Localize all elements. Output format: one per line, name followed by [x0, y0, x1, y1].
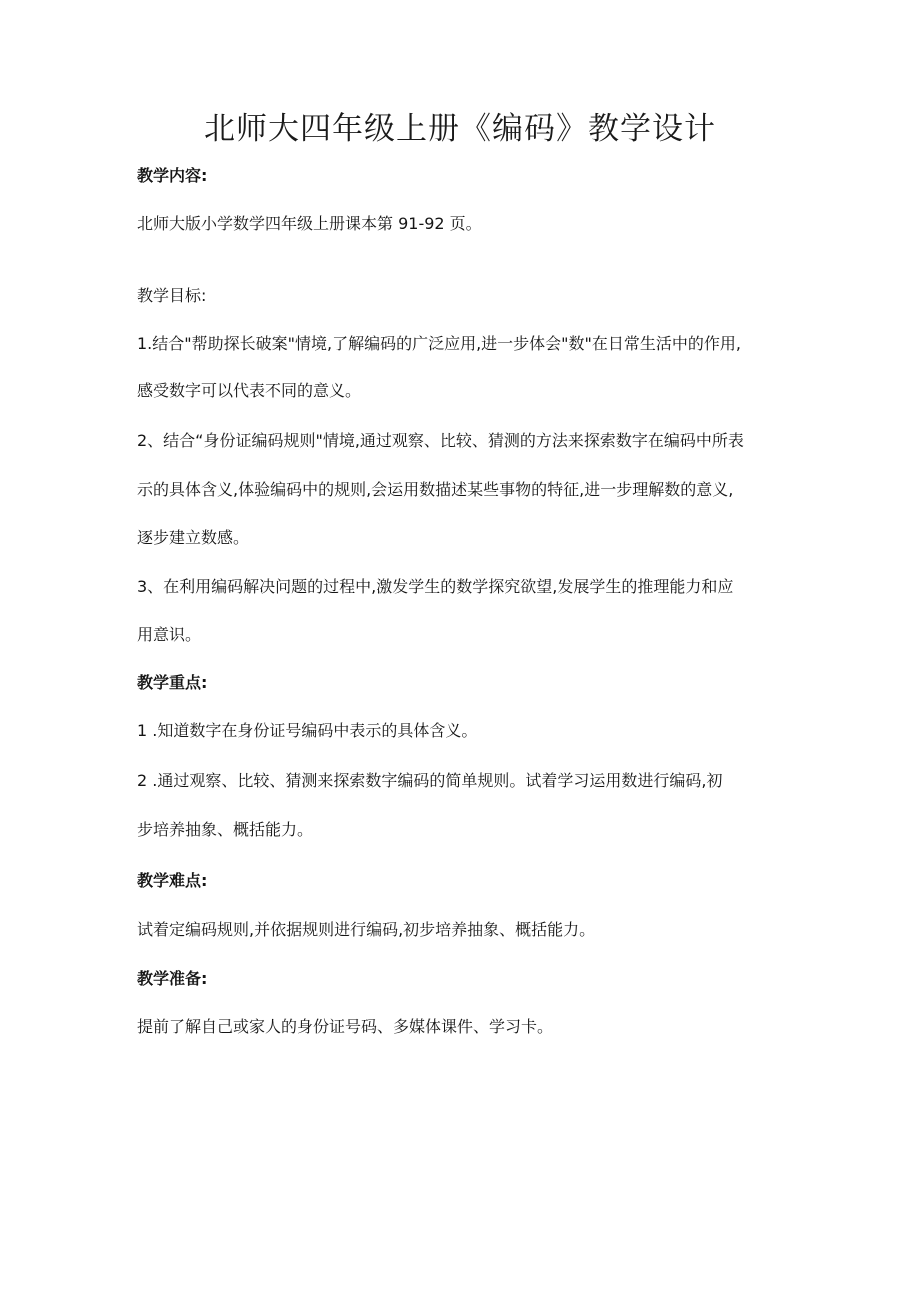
objective-line: 3、在利用编码解决问题的过程中,激发学生的数学探究欲望,发展学生的推理能力和应 [137, 577, 734, 596]
objective-line: 示的具体含义,体验编码中的规则,会运用数描述某些事物的特征,进一步理解数的意义, [137, 480, 734, 499]
document-title: 北师大四年级上册《编码》教学设计 [204, 111, 716, 147]
objective-line: 1.结合"帮助探长破案"情境,了解编码的广泛应用,进一步体会"数"在日常生活中的作用, [137, 334, 741, 353]
key-point-line: 步培养抽象、概括能力。 [137, 820, 314, 839]
content-line: 北师大版小学数学四年级上册课本第 91-92 页。 [137, 214, 482, 233]
section-heading-difficulties: 教学难点: [137, 871, 208, 890]
difficulty-line: 试着定编码规则,并依据规则进行编码,初步培养抽象、概括能力。 [137, 920, 596, 939]
section-heading-preparation: 教学准备: [137, 969, 208, 988]
section-heading-content: 教学内容: [137, 166, 208, 185]
objective-line: 感受数字可以代表不同的意义。 [137, 381, 362, 400]
section-heading-key-points: 教学重点: [137, 673, 208, 692]
key-point-line: 2 .通过观察、比较、猜测来探索数字编码的简单规则。试着学习运用数进行编码,初 [137, 771, 723, 790]
objective-line: 逐步建立数感。 [137, 528, 250, 547]
objective-line: 用意识。 [137, 625, 202, 644]
objective-line: 2、结合“身份证编码规则"情境,通过观察、比较、猜测的方法来探索数字在编码中所表 [137, 431, 744, 450]
preparation-line: 提前了解自己或家人的身份证号码、多媒体课件、学习卡。 [137, 1017, 554, 1036]
section-heading-objectives: 教学目标: [137, 286, 207, 305]
key-point-line: 1 .知道数字在身份证号编码中表示的具体含义。 [137, 721, 478, 740]
